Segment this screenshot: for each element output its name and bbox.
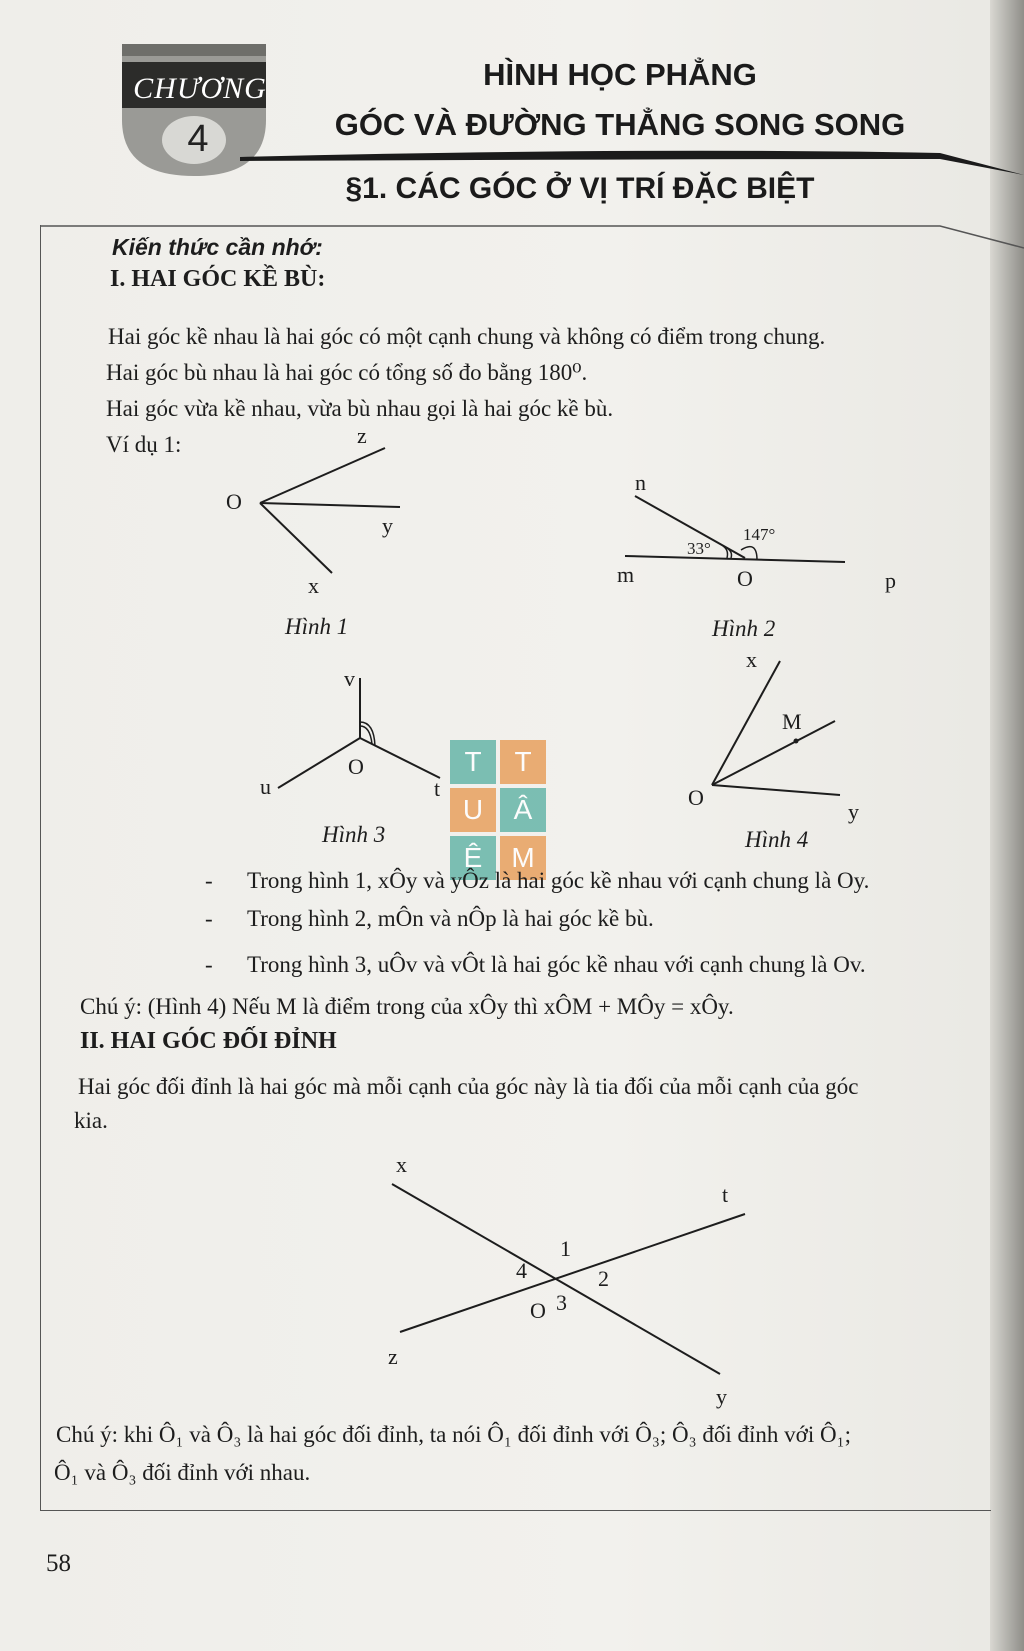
note-hinh-4: Chú ý: (Hình 4) Nếu M là điểm trong của xÔy thì xÔM + MÔy = xÔy. <box>80 994 734 1019</box>
fig2-label-m: m <box>617 562 635 587</box>
fig5-label-t: t <box>722 1182 729 1207</box>
fig2-label-n: n <box>635 470 646 495</box>
bullet-text-1: Trong hình 1, xÔy và yÔz là hai góc kề nhau với cạnh chung là Oy. <box>247 868 870 893</box>
fig5-label-z: z <box>388 1344 398 1369</box>
note-vertical-angles-cont: Ô₁ và Ô₃ đối đỉnh với nhau. <box>54 1460 311 1485</box>
figure-4 <box>680 645 880 830</box>
example-label: Ví dụ 1: <box>106 432 182 457</box>
fig5-label-y: y <box>716 1384 727 1409</box>
fig3-label-u: u <box>260 774 271 799</box>
fig1-label-y: y <box>382 513 393 538</box>
figure-1-caption: Hình 1 <box>285 614 349 639</box>
watermark-cell-3: U <box>450 788 496 832</box>
chapter-title-line1: HÌNH HỌC PHẲNG <box>483 57 757 92</box>
definition-adjacent: Hai góc kề nhau là hai góc có một cạnh chung và không có điểm trong chung. <box>108 324 826 349</box>
watermark-cell-1: T <box>450 740 496 784</box>
watermark-cell-6: M <box>500 836 546 880</box>
figure-5 <box>370 1148 760 1418</box>
bullet-item: - Trong hình 1, xÔy và yÔz là hai góc kề nhau với cạnh chung là Oy. <box>205 868 870 893</box>
figure-1 <box>220 425 420 605</box>
section1-heading: I. HAI GÓC KỀ BÙ: <box>110 266 326 292</box>
definition-supplementary: Hai góc bù nhau là hai góc có tổng số đo bằng 180⁰. <box>106 360 588 385</box>
figure-3 <box>258 670 458 810</box>
bullet-text-2: Trong hình 2, mÔn và nÔp là hai góc kề bù. <box>247 906 654 931</box>
note-vertical-angles: Chú ý: khi Ô₁ và Ô₃ là hai góc đối đỉnh, ta nói Ô₁ đối đỉnh với Ô₃; Ô₃ đối đỉnh với Ô₁; <box>56 1422 851 1447</box>
figure-2 <box>615 468 915 598</box>
chapter-title-line2: GÓC VÀ ĐƯỜNG THẲNG SONG SONG <box>334 107 906 142</box>
fig4-label-x: x <box>746 647 757 672</box>
fig4-label-M: M <box>782 709 802 734</box>
fig1-label-z: z <box>357 425 367 448</box>
figure-3-caption: Hình 3 <box>322 822 386 847</box>
fig5-angle-2: 2 <box>598 1266 609 1291</box>
knowledge-subtitle: Kiến thức cần nhớ: <box>112 234 323 260</box>
fig3-label-v: v <box>344 670 355 691</box>
fig5-angle-4: 4 <box>516 1258 527 1283</box>
chapter-word: CHƯƠNG <box>133 72 267 105</box>
bullet-item: - Trong hình 2, mÔn và nÔp là hai góc kề bù. <box>205 906 654 931</box>
fig5-label-O: O <box>530 1298 546 1323</box>
watermark-cell-4: Â <box>500 788 546 832</box>
definition-linear-pair: Hai góc vừa kề nhau, vừa bù nhau gọi là hai góc kề bù. <box>106 396 614 421</box>
watermark-cell-2: T <box>500 740 546 784</box>
fig3-label-t: t <box>434 776 441 801</box>
fig1-label-x: x <box>308 573 319 598</box>
watermark-cell-5: Ê <box>450 836 496 880</box>
fig4-label-O: O <box>688 785 704 810</box>
watermark-logo <box>450 740 548 880</box>
fig2-angle-147: 147° <box>743 525 776 544</box>
fig5-angle-3: 3 <box>556 1290 567 1315</box>
fig4-label-y: y <box>848 799 859 824</box>
section-title: §1. CÁC GÓC Ở VỊ TRÍ ĐẶC BIỆT <box>345 172 815 205</box>
figure-4-caption: Hình 4 <box>745 827 809 852</box>
fig2-label-O: O <box>737 566 753 591</box>
chapter-title <box>300 50 940 150</box>
fig2-angle-33: 33° <box>687 539 711 558</box>
bullet-item: - Trong hình 3, uÔv và vÔt là hai góc kề nhau với cạnh chung là Ov. <box>205 952 866 977</box>
fig5-angle-1: 1 <box>560 1236 571 1261</box>
fig3-label-O: O <box>348 754 364 779</box>
figure-2-caption: Hình 2 <box>712 616 776 641</box>
definition-vertical-angles-cont: kia. <box>74 1108 108 1133</box>
fig1-label-O: O <box>226 489 242 514</box>
definition-vertical-angles: Hai góc đối đỉnh là hai góc mà mỗi cạnh của góc này là tia đối của mỗi cạnh của góc <box>78 1074 859 1099</box>
fig5-label-x: x <box>396 1152 407 1177</box>
bullet-text-3: Trong hình 3, uÔv và vÔt là hai góc kề nhau với cạnh chung là Ov. <box>247 952 866 977</box>
chapter-number: 4 <box>187 118 209 160</box>
page-number: 58 <box>46 1550 71 1577</box>
fig2-label-p: p <box>885 568 896 593</box>
section2-heading: II. HAI GÓC ĐỐI ĐỈNH <box>80 1028 337 1054</box>
